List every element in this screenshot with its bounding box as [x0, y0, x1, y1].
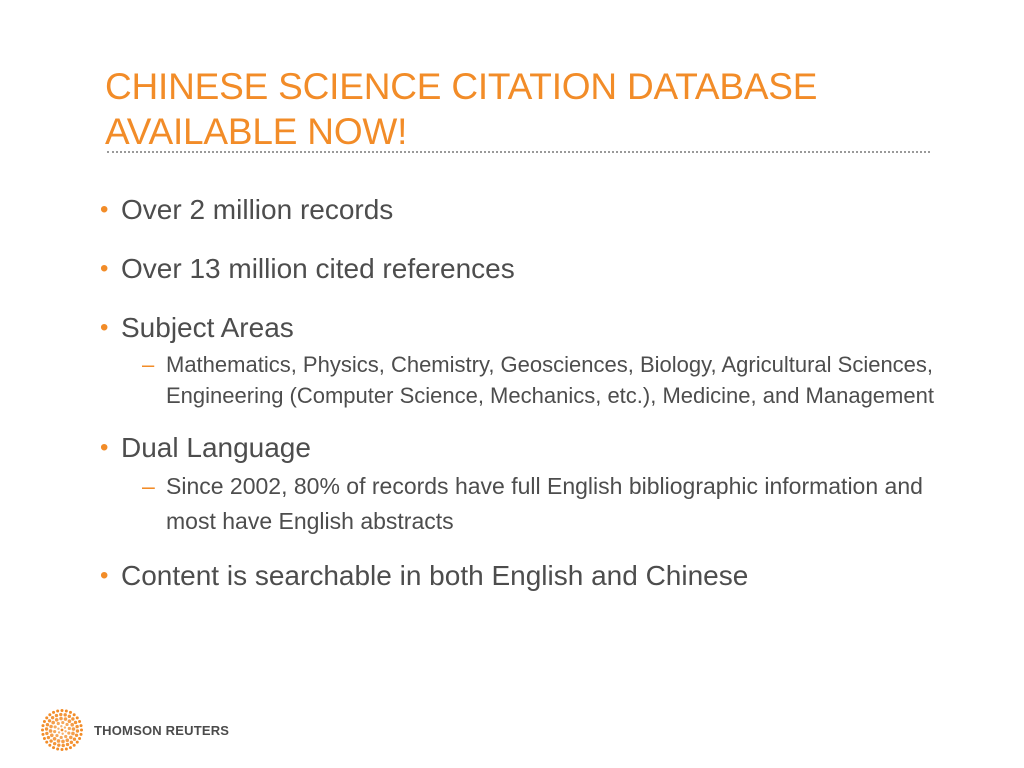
- sub-bullet-text: Mathematics, Physics, Chemistry, Geosciences, Biology, Agricultural Sciences, Engineering (Computer Science, Mechanics, etc.), Medicine, and Management: [166, 352, 934, 408]
- bullet-item: [100, 192, 960, 228]
- logo-wordmark: THOMSON REUTERS: [94, 722, 230, 738]
- sub-bullet-text: Since 2002, 80% of records have full English bibliographic information and most have English abstracts: [166, 473, 923, 534]
- sub-bullet-item: [122, 349, 960, 411]
- slide-title: CHINESE SCIENCE CITATION DATABASE AVAILABLE NOW!: [105, 66, 818, 152]
- dash-marker: –: [142, 352, 155, 377]
- bullet-marker: •: [100, 196, 109, 223]
- bullet-item: [100, 430, 960, 539]
- sub-bullet-item: [122, 469, 960, 539]
- bullet-list: [100, 192, 960, 617]
- bullet-text: Over 13 million cited references: [121, 253, 515, 284]
- bullet-item: [100, 310, 960, 411]
- bullet-item: [100, 558, 960, 594]
- bullet-text: Subject Areas: [121, 312, 294, 343]
- thomson-reuters-logo: [40, 708, 229, 752]
- sub-bullet-list: [121, 349, 960, 411]
- logo-sphere-icon: [40, 708, 84, 752]
- bullet-text: Content is searchable in both English and Chinese: [121, 560, 749, 591]
- bullet-marker: •: [100, 255, 109, 282]
- bullet-marker: •: [100, 434, 109, 461]
- bullet-text: Dual Language: [121, 432, 311, 463]
- dash-marker: –: [142, 473, 155, 499]
- bullet-marker: •: [100, 314, 109, 341]
- title-divider: [107, 151, 930, 153]
- bullet-marker: •: [100, 562, 109, 589]
- bullet-item: [100, 251, 960, 287]
- sub-bullet-list: [121, 469, 960, 539]
- bullet-text: Over 2 million records: [121, 194, 394, 225]
